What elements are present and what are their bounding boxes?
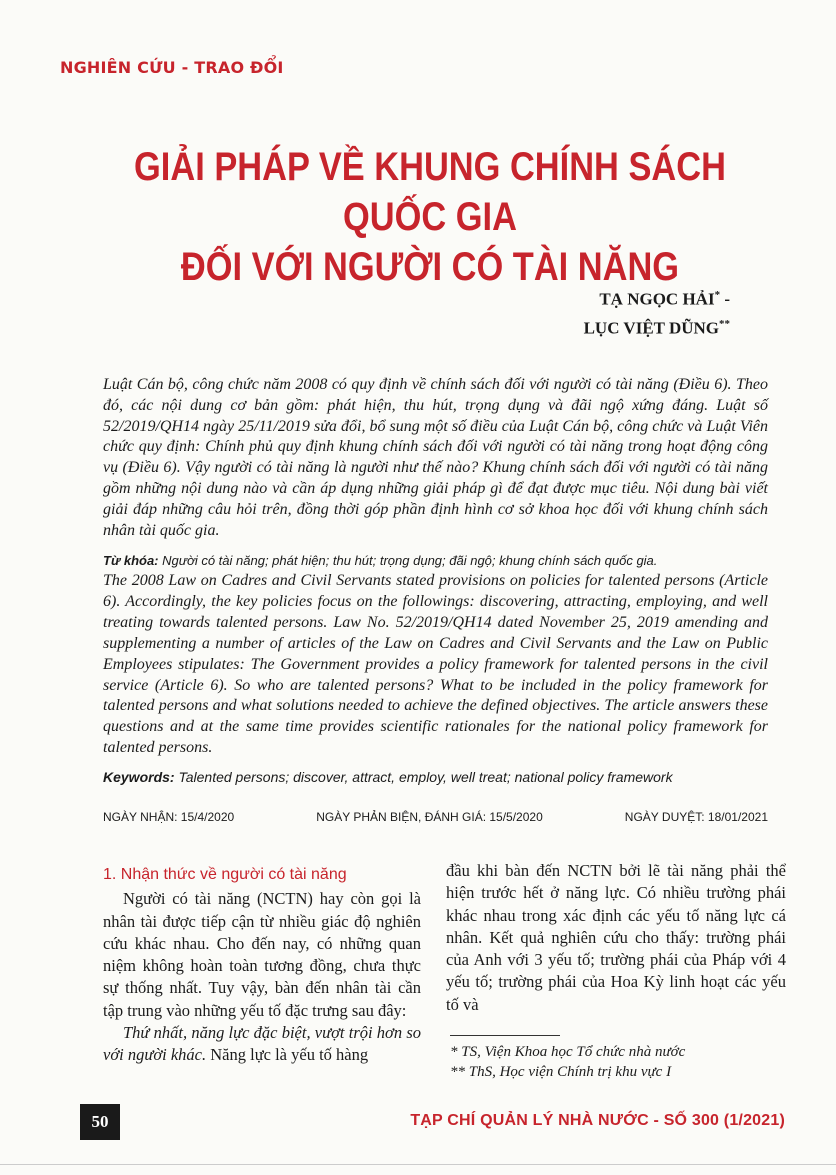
author-1 bbox=[500, 283, 730, 312]
body-column-left bbox=[103, 860, 421, 1067]
footnote-divider bbox=[450, 1035, 560, 1036]
article-title bbox=[112, 142, 748, 292]
author-1-name: TẠ NGỌC HẢI bbox=[599, 289, 715, 309]
body-column-right bbox=[446, 860, 786, 1016]
author-2 bbox=[500, 312, 730, 341]
abstract-vietnamese: Luật Cán bộ, công chức năm 2008 có quy định về chính sách đối với người có tài năng (Điều 6). Theo đó, các nội dung cơ bản gồm: phát hiện, thu hút, trọng dụng và đãi ngộ xứng đáng. Luật số 52/2019/QH14 ngày 25/11/2019 sửa đổi, bổ sung một số điều của Luật Cán bộ, công chức và Luật Viên chức quy định: Chính phủ quy định khung chính sách đối với người có tài năng trong hoạt động công vụ (Điều 6). Vậy người có tài năng là người như thế nào? Khung chính sách đối với người có tài năng gồm những nội dung nào và cần áp dụng những giải pháp gì để đạt được mục tiêu. Nội dung bài viết giải đáp những câu hỏi trên, đồng thời góp phần định hình cơ sở khoa học đối với khung chính sách nhân tài quốc gia. bbox=[103, 376, 768, 539]
author-2-name: LỤC VIỆT DŨNG bbox=[583, 318, 719, 338]
page-number: 50 bbox=[80, 1104, 120, 1140]
authors bbox=[500, 283, 730, 340]
author-1-mark: * bbox=[714, 289, 721, 301]
body-paragraph: đầu khi bàn đến NCTN bởi lẽ tài năng phải thể hiện trước hết ở năng lực. Có nhiều trường phái khác nhau trong xác định các yếu tố năng lực cá nhân. Kết quả nghiên cứu cho thấy: trường phái của Anh với 3 yếu tố; trường phái của Pháp với 4 yếu tố; trường phái của Hoa Kỳ linh hoạt các yếu tố và bbox=[446, 861, 786, 1014]
footnote-1: * TS, Viện Khoa học Tổ chức nhà nước bbox=[450, 1044, 686, 1060]
date-reviewed: NGÀY PHẢN BIỆN, ĐÁNH GIÁ: 15/5/2020 bbox=[316, 810, 543, 824]
body-paragraph-rest: Năng lực là yếu tố hàng bbox=[206, 1045, 369, 1065]
author-2-mark: ** bbox=[719, 317, 730, 330]
footnote-2: ** ThS, Học viện Chính trị khu vực I bbox=[450, 1064, 672, 1080]
keywords-vi-label: Từ khóa: bbox=[103, 553, 159, 568]
keywords-en-label: Keywords: bbox=[103, 769, 175, 785]
section-1-heading: 1. Nhận thức về người có tài năng bbox=[103, 866, 347, 883]
dates-row bbox=[103, 810, 768, 824]
date-received: NGÀY NHẬN: 15/4/2020 bbox=[103, 810, 235, 824]
title-line-1: GIẢI PHÁP VỀ KHUNG CHÍNH SÁCH QUỐC GIA bbox=[134, 145, 726, 239]
keywords-vietnamese bbox=[103, 552, 768, 570]
section-tag: NGHIÊN CỨU - TRAO ĐỔI bbox=[60, 58, 284, 77]
abstract-english: The 2008 Law on Cadres and Civil Servants stated provisions on policies for talented persons (Article 6). Accordingly, the key policies focus on the followings: discovering, attracting, employing, and well treating towards talented persons. Law No. 52/2019/QH14 dated November 25, 2019 amending and supplementing a number of articles of the Law on Cadres and Civil Servants and the Law on Public Employees stipulates: The Government provides a policy framework for talented persons in the civil service (Article 6). So who are talented persons? What to be included in the policy framework for talented persons and what solutions needed to achieve the defined objectives. The article answers these questions and at the same time provides scientific rationales for the national policy framework for talented persons. bbox=[103, 572, 768, 757]
keywords-vi-text: Người có tài năng; phát hiện; thu hút; trọng dụng; đãi ngộ; khung chính sách quốc gia. bbox=[158, 553, 658, 568]
body-italic-lead: Thứ nhất, năng lực đặc biệt, vượt trội hơn so với người khác. bbox=[103, 1023, 421, 1065]
keywords-en-text: Talented persons; discover, attract, employ, well treat; national policy framework bbox=[174, 769, 673, 785]
date-approved: NGÀY DUYỆT: 18/01/2021 bbox=[624, 810, 768, 824]
body-paragraph: Người có tài năng (NCTN) hay còn gọi là nhân tài được tiếp cận từ nhiều giác độ nghiên cứu khác nhau. Cho đến nay, có những quan niệm không hoàn toàn tương đồng, chưa thực sự thống nhất. Tuy vậy, bàn đến nhân tài cần tập trung vào những yếu tố đặc trưng sau đây: bbox=[103, 889, 421, 1020]
footnotes bbox=[450, 1042, 790, 1082]
body-paragraph bbox=[103, 1022, 421, 1067]
keywords-english bbox=[103, 768, 773, 786]
page-edge-line bbox=[0, 1164, 836, 1165]
journal-footer: TẠP CHÍ QUẢN LÝ NHÀ NƯỚC - SỐ 300 (1/2021) bbox=[410, 1112, 785, 1129]
author-separator: - bbox=[720, 289, 730, 309]
title-line-2: ĐỐI VỚI NGƯỜI CÓ TÀI NĂNG bbox=[180, 245, 680, 289]
